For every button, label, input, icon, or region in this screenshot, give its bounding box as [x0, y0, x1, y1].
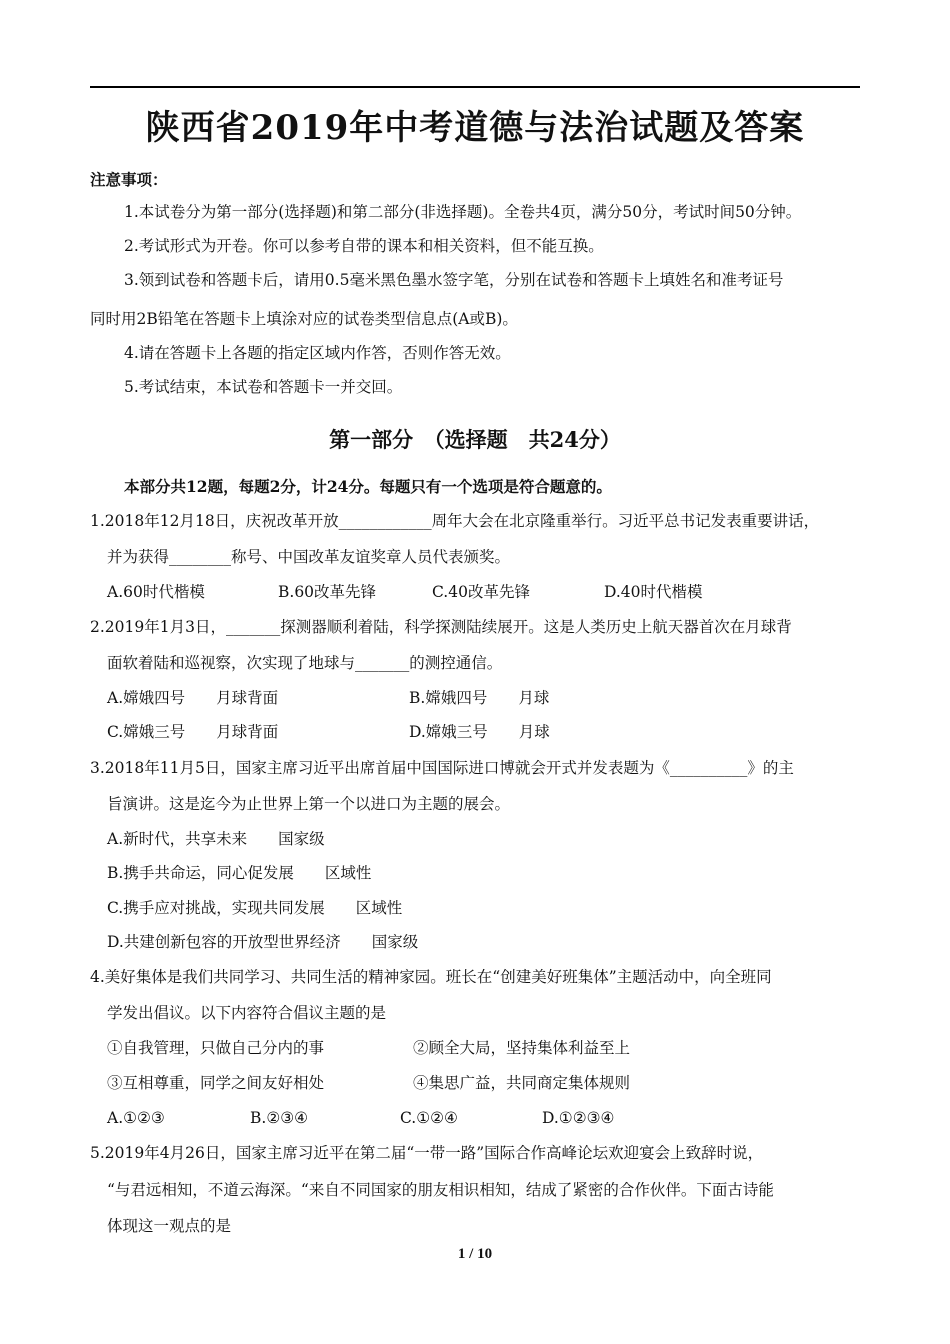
question-line: 体现这一观点的是 [107, 1217, 232, 1235]
option-d: D.①②③④ [542, 1109, 615, 1127]
page-title: 陕西省2019年中考道德与法治试题及答案 [145, 108, 805, 148]
question-line: 3.2018年11月5日，国家主席习近平出席首届中国国际进口博就会开式并发表题为《__________》的主 [90, 759, 794, 777]
notice-item: 4.请在答题卡上各题的指定区域内作答，否则作答无效。 [124, 344, 511, 362]
option-c: C.嫦娥三号 月球背面 [107, 723, 279, 741]
notice-item: 5.考试结束，本试卷和答题卡一并交回。 [124, 378, 403, 396]
statement: ②顾全大局，坚持集体利益至上 [413, 1039, 631, 1057]
section-title: 第一部分 （选择题 共24分） [329, 427, 621, 452]
question-line: 2.2019年1月3日，_______探测器顺利着陆，科学探测陆续展开。这是人类历史上航天器首次在月球背 [90, 618, 792, 636]
notice-heading: 注意事项： [90, 170, 168, 189]
question-line: 5.2019年4月26日，国家主席习近平在第二届“一带一路”国际合作高峰论坛欢迎宴会上致辞时说， [90, 1144, 764, 1162]
option-b: B.携手共命运，同心促发展 区域性 [107, 864, 372, 882]
page-number: 1 / 10 [457, 1246, 493, 1262]
notice-item: 3.领到试卷和答题卡后，请用0.5毫米黑色墨水签字笔，分别在试卷和答题卡上填姓名和准考证号 [124, 271, 784, 289]
option-c: C.携手应对挑战，实现共同发展 区域性 [107, 899, 403, 917]
notice-item: 2.考试形式为开卷。你可以参考自带的课本和相关资料，但不能互换。 [124, 237, 604, 255]
statement: ④集思广益，共同商定集体规则 [413, 1074, 631, 1092]
option-d: D.嫦娥三号 月球 [409, 723, 550, 741]
option-a: A.60时代楷模 [107, 583, 205, 601]
statement: ①自我管理，只做自己分内的事 [107, 1039, 325, 1057]
option-c: C.40改革先锋 [432, 583, 530, 601]
option-b: B.60改革先锋 [278, 583, 377, 601]
option-a: A.新时代，共享未来 国家级 [107, 830, 325, 848]
option-b: B.②③④ [250, 1109, 309, 1127]
question-line: 1.2018年12月18日，庆祝改革开放____________周年大会在北京隆重举行。习近平总书记发表重要讲话， [90, 512, 820, 530]
question-line: 学发出倡议。以下内容符合倡议主题的是 [107, 1004, 387, 1022]
statement: ③互相尊重，同学之间友好相处 [107, 1074, 325, 1092]
question-line: 旨演讲。这是迄今为止世界上第一个以进口为主题的展会。 [107, 795, 511, 813]
option-d: D.共建创新包容的开放型世界经济 国家级 [107, 933, 419, 951]
notice-item: 同时用2B铅笔在答题卡上填涂对应的试卷类型信息点(A或B)。 [90, 310, 518, 328]
section-instruction: 本部分共12题，每题2分，计24分。每题只有一个选项是符合题意的。 [124, 477, 612, 496]
option-a: A.①②③ [107, 1109, 165, 1127]
question-line: 并为获得________称号、中国改革友谊奖章人员代表颁奖。 [107, 548, 511, 566]
option-c: C.①②④ [400, 1109, 458, 1127]
top-rule [90, 86, 860, 88]
notice-item: 1.本试卷分为第一部分(选择题)和第二部分(非选择题)。全卷共4页，满分50分，考试时间50分钟。 [124, 203, 802, 221]
question-line: 面软着陆和巡视察，次实现了地球与_______的测控通信。 [107, 654, 503, 672]
question-line: 4.美好集体是我们共同学习、共同生活的精神家园。班长在“创建美好班集体”主题活动中，向全班同 [90, 968, 772, 986]
option-d: D.40时代楷模 [604, 583, 703, 601]
question-line: “与君远相知，不道云海深。“来自不同国家的朋友相识相知，结成了紧密的合作伙伴。下面古诗能 [107, 1181, 774, 1199]
option-a: A.嫦娥四号 月球背面 [107, 689, 279, 707]
option-b: B.嫦娥四号 月球 [409, 689, 550, 707]
